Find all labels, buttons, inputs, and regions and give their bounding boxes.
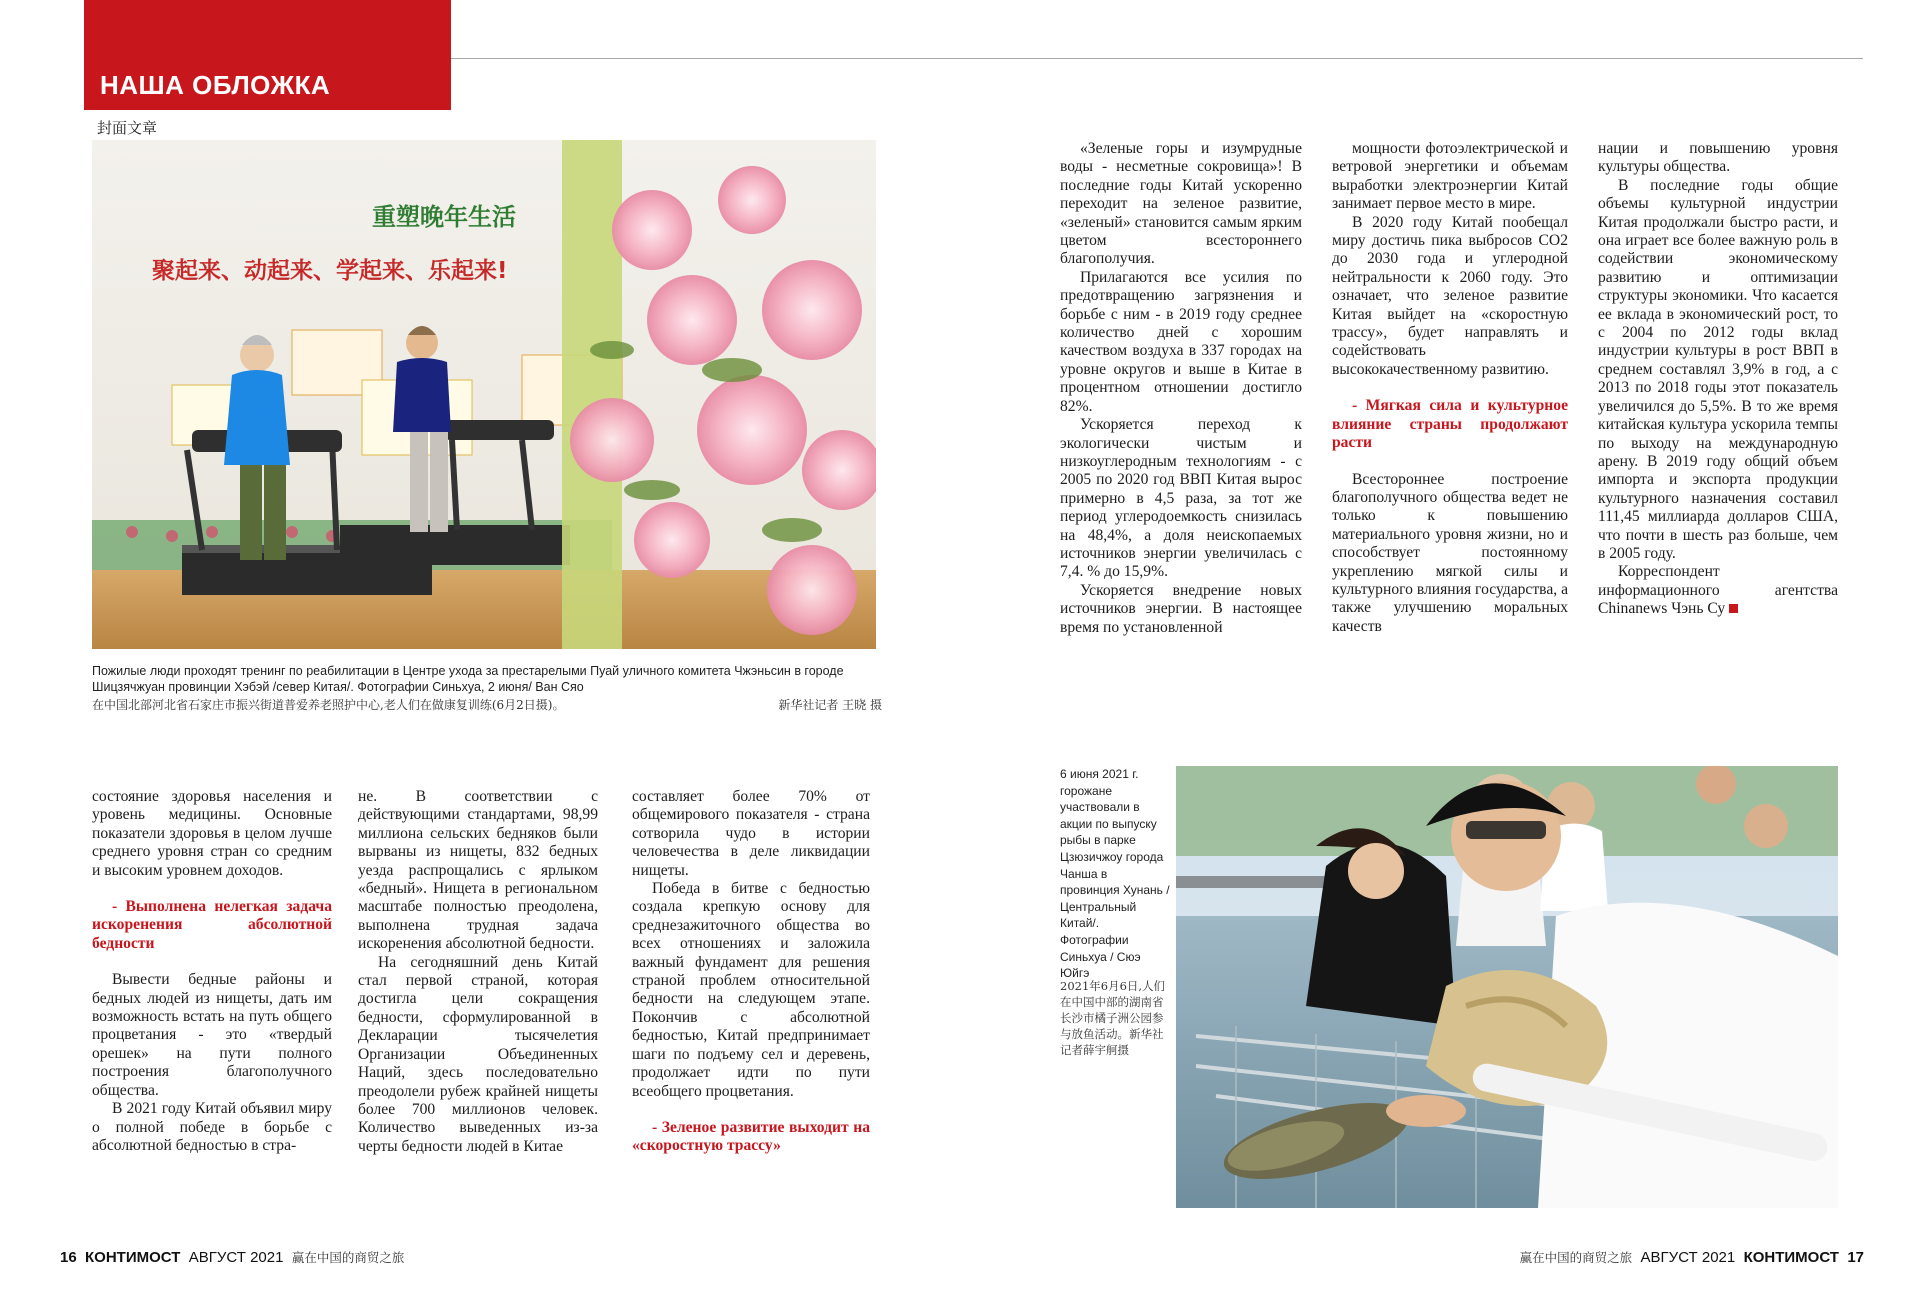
paragraph: Победа в битве с бедностью создала крепкую основу для среднезажиточного общества во всех отношениях и заложила важный фундамент для решения страной проблем относительной бедности на следующем этапе. Покончив с абсолютной бедностью, Китай предпринимает шаги по подъему сел и деревень, продолжает идти по пути всеобщего процветания. [632,880,870,1100]
upper-column-1 [1060,140,1302,637]
photo-rehab-treadmills [92,140,876,649]
lower-column-1 [92,788,332,1155]
end-mark-icon [1729,604,1738,613]
photo2-caption-cn: 2021年6月6日,人们在中国中部的湖南省长沙市橘子洲公园参与放鱼活动。新华社记者薛宇舸摄 [1060,979,1166,1057]
author-credit: Корреспондент информационного агентства Chinanews Чэнь Су [1598,563,1838,618]
photo2-caption-ru: 6 июня 2021 г. горожане участвовали в акции по выпуску рыбы в парке Цзюзичжоу города Чанша в провинция Хунань /Центральный Китай/. Фотографии Синьхуа / Сюэ Юйгэ [1060,767,1170,981]
slogan-left: 赢在中国的商贸之旅 [291,1250,405,1265]
upper-column-3 [1598,140,1838,619]
paragraph: В последние годы общие объемы культурной индустрии Китая продолжали быстро расти, и она играет все более важную роль в содействии экономическому развитию и оптимизации структуры экономики. Что касается ее вклада в экономический рост, то с 2004 по 2012 годы вклад индустрии культуры в рост ВВП в среднем составлял 3,9% в год, а с 2013 по 2018 годы этот показатель увеличился до 5,5%. В то же время китайская культура ускорила темпы по выходу на международную арену. В 2019 году общий объем импорта и экспорта продукции культурного назначения составил 111,45 миллиарда долларов США, что почти в шесть раз больше, чем в 2005 году. [1598,176,1838,562]
page-number-left: 16 [60,1249,77,1266]
paragraph: В 2020 году Китай пообещал миру достичь пика выбросов СО2 до 2030 года и углеродной нейтральности к 2060 году. Это означает, что зеленое развитие Китая выйдет на «скоростную трассу», будет направлять и содействовать высококачественному развитию. [1332,213,1568,378]
paragraph-author [1598,563,1838,618]
photo1-caption-ru: Пожилые люди проходят тренинг по реабилитации в Центре ухода за престарелыми Пуай уличного комитета Чжэньсин в городе Шицзячжуан провинции Хэбэй /север Китая/. Фотографии Синьхуа, 2 июня/ Ван Сяо [92,664,844,694]
issue-left: АВГУСТ 2021 [188,1249,284,1266]
upper-column-2 [1332,140,1568,636]
paragraph: Всестороннее построение благополучного общества ведет не только к повышению материального уровня жизни, но и способствует постоянному укреплению мягкой силы и культурного влияния государства, а также улучшению моральных качеств [1332,470,1568,635]
header-rule [451,58,1863,59]
photo1-caption-cn: 在中国北部河北省石家庄市振兴街道普爱养老照护中心,老人们在做康复训练(6月2日摄)。 [92,698,565,712]
paragraph: составляет более 70% от общемирового показателя - страна сотворила чудо в истории человечества в деле ликвидации нищеты. [632,788,870,879]
paragraph: Вывести бедные районы и бедных людей из нищеты, дать им возможность встать на путь общего процветания - это «твердый орешек» на пути полного построения благополучного общества. [92,971,332,1099]
paragraph: На сегодняшний день Китай стал первой страной, которая достигла цели сокращения бедности, сформулированной в Декларации тысячелетия Организации Объединенных Наций, здесь последовательно преодолели рубеж крайней нищеты более 700 миллионов человек. Количество выведенных из-за черты бедности людей в Китае [358,953,598,1155]
section-subtitle: 封面文章 [97,119,158,137]
paragraph: состояние здоровья населения и уровень медицины. Основные показатели здоровья в целом лучше среднего уровня стран со средним и высоким уровнем доходов. [92,788,332,879]
brand-right: КОНТИМОСТ [1743,1249,1839,1266]
page-number-right: 17 [1847,1249,1864,1266]
subheading-green-development: - Зеленое развитие выходит на «скоростную трассу» [632,1118,870,1155]
slogan-right: 赢在中国的商贸之旅 [1519,1250,1633,1265]
banner-line2: 聚起来、动起来、学起来、乐起来! [152,258,508,284]
paragraph: Прилагаются все усилия по предотвращению загрязнения и борьбе с ним - в 2019 году среднее количество дней с хорошим качеством воздуха в 337 городах на уровне округов и выше в Китае в процентном отношении достигло 82%. [1060,268,1302,415]
paragraph: В 2021 году Китай объявил миру о полной победе в борьбе с абсолютной бедностью в стра- [92,1100,332,1154]
lower-column-3 [632,788,870,1156]
paragraph: нации и повышению уровня культуры общества. [1598,140,1838,176]
subheading-soft-power: - Мягкая сила и культурное влияние страны продолжают расти [1332,397,1568,452]
paragraph: «Зеленые горы и изумрудные воды - несметные сокровища»! В последние годы Китай ускоренно переходит на зеленое развитие, «зеленый» становится самым ярким цветом всестороннего благополучия. [1060,140,1302,268]
photo-fish-illustration [1176,766,1838,1208]
issue-right: АВГУСТ 2021 [1640,1249,1736,1266]
footer-right [1520,1248,1864,1266]
photo1-credit-cn: 新华社记者 王晓 摄 [778,698,882,712]
paragraph: Ускоряется внедрение новых источников энергии. В настоящее время по установленной [1060,581,1302,636]
brand-left: КОНТИМОСТ [85,1249,181,1266]
banner-line1: 重塑晚年生活 [372,203,516,231]
paragraph: мощности фотоэлектрической и ветровой энергетики и объемам выработки электроэнергии Китай занимает первое место в мире. [1332,140,1568,213]
subheading-poverty: - Выполнена нелегкая задача искоренения абсолютной бедности [92,898,332,952]
lower-column-2 [358,788,598,1156]
paragraph: не. В соответствии с действующими стандартами, 98,99 миллиона сельских бедняков были вырваны из нищеты, 832 бедных уезда распрощались с ярлыком «бедный». Нищета в региональном масштабе полностью преодолена, выполнена трудная задача искоренения абсолютной бедности. [358,788,598,953]
photo-rehab-illustration [92,140,876,649]
paragraph: Ускоряется переход к экологически чистым и низкоуглеродным технологиям - с 2005 по 2020 год ВВП Китая вырос примерно в 4,5 раза, за тот же период углеродоемкость снизилась на 48,4%, а доля неископаемых источников энергии увеличилась с 7,4. % до 15,9%. [1060,416,1302,581]
footer-left [60,1248,404,1266]
photo-fish-release [1176,766,1838,1208]
section-title: НАША ОБЛОЖКА [100,70,331,100]
